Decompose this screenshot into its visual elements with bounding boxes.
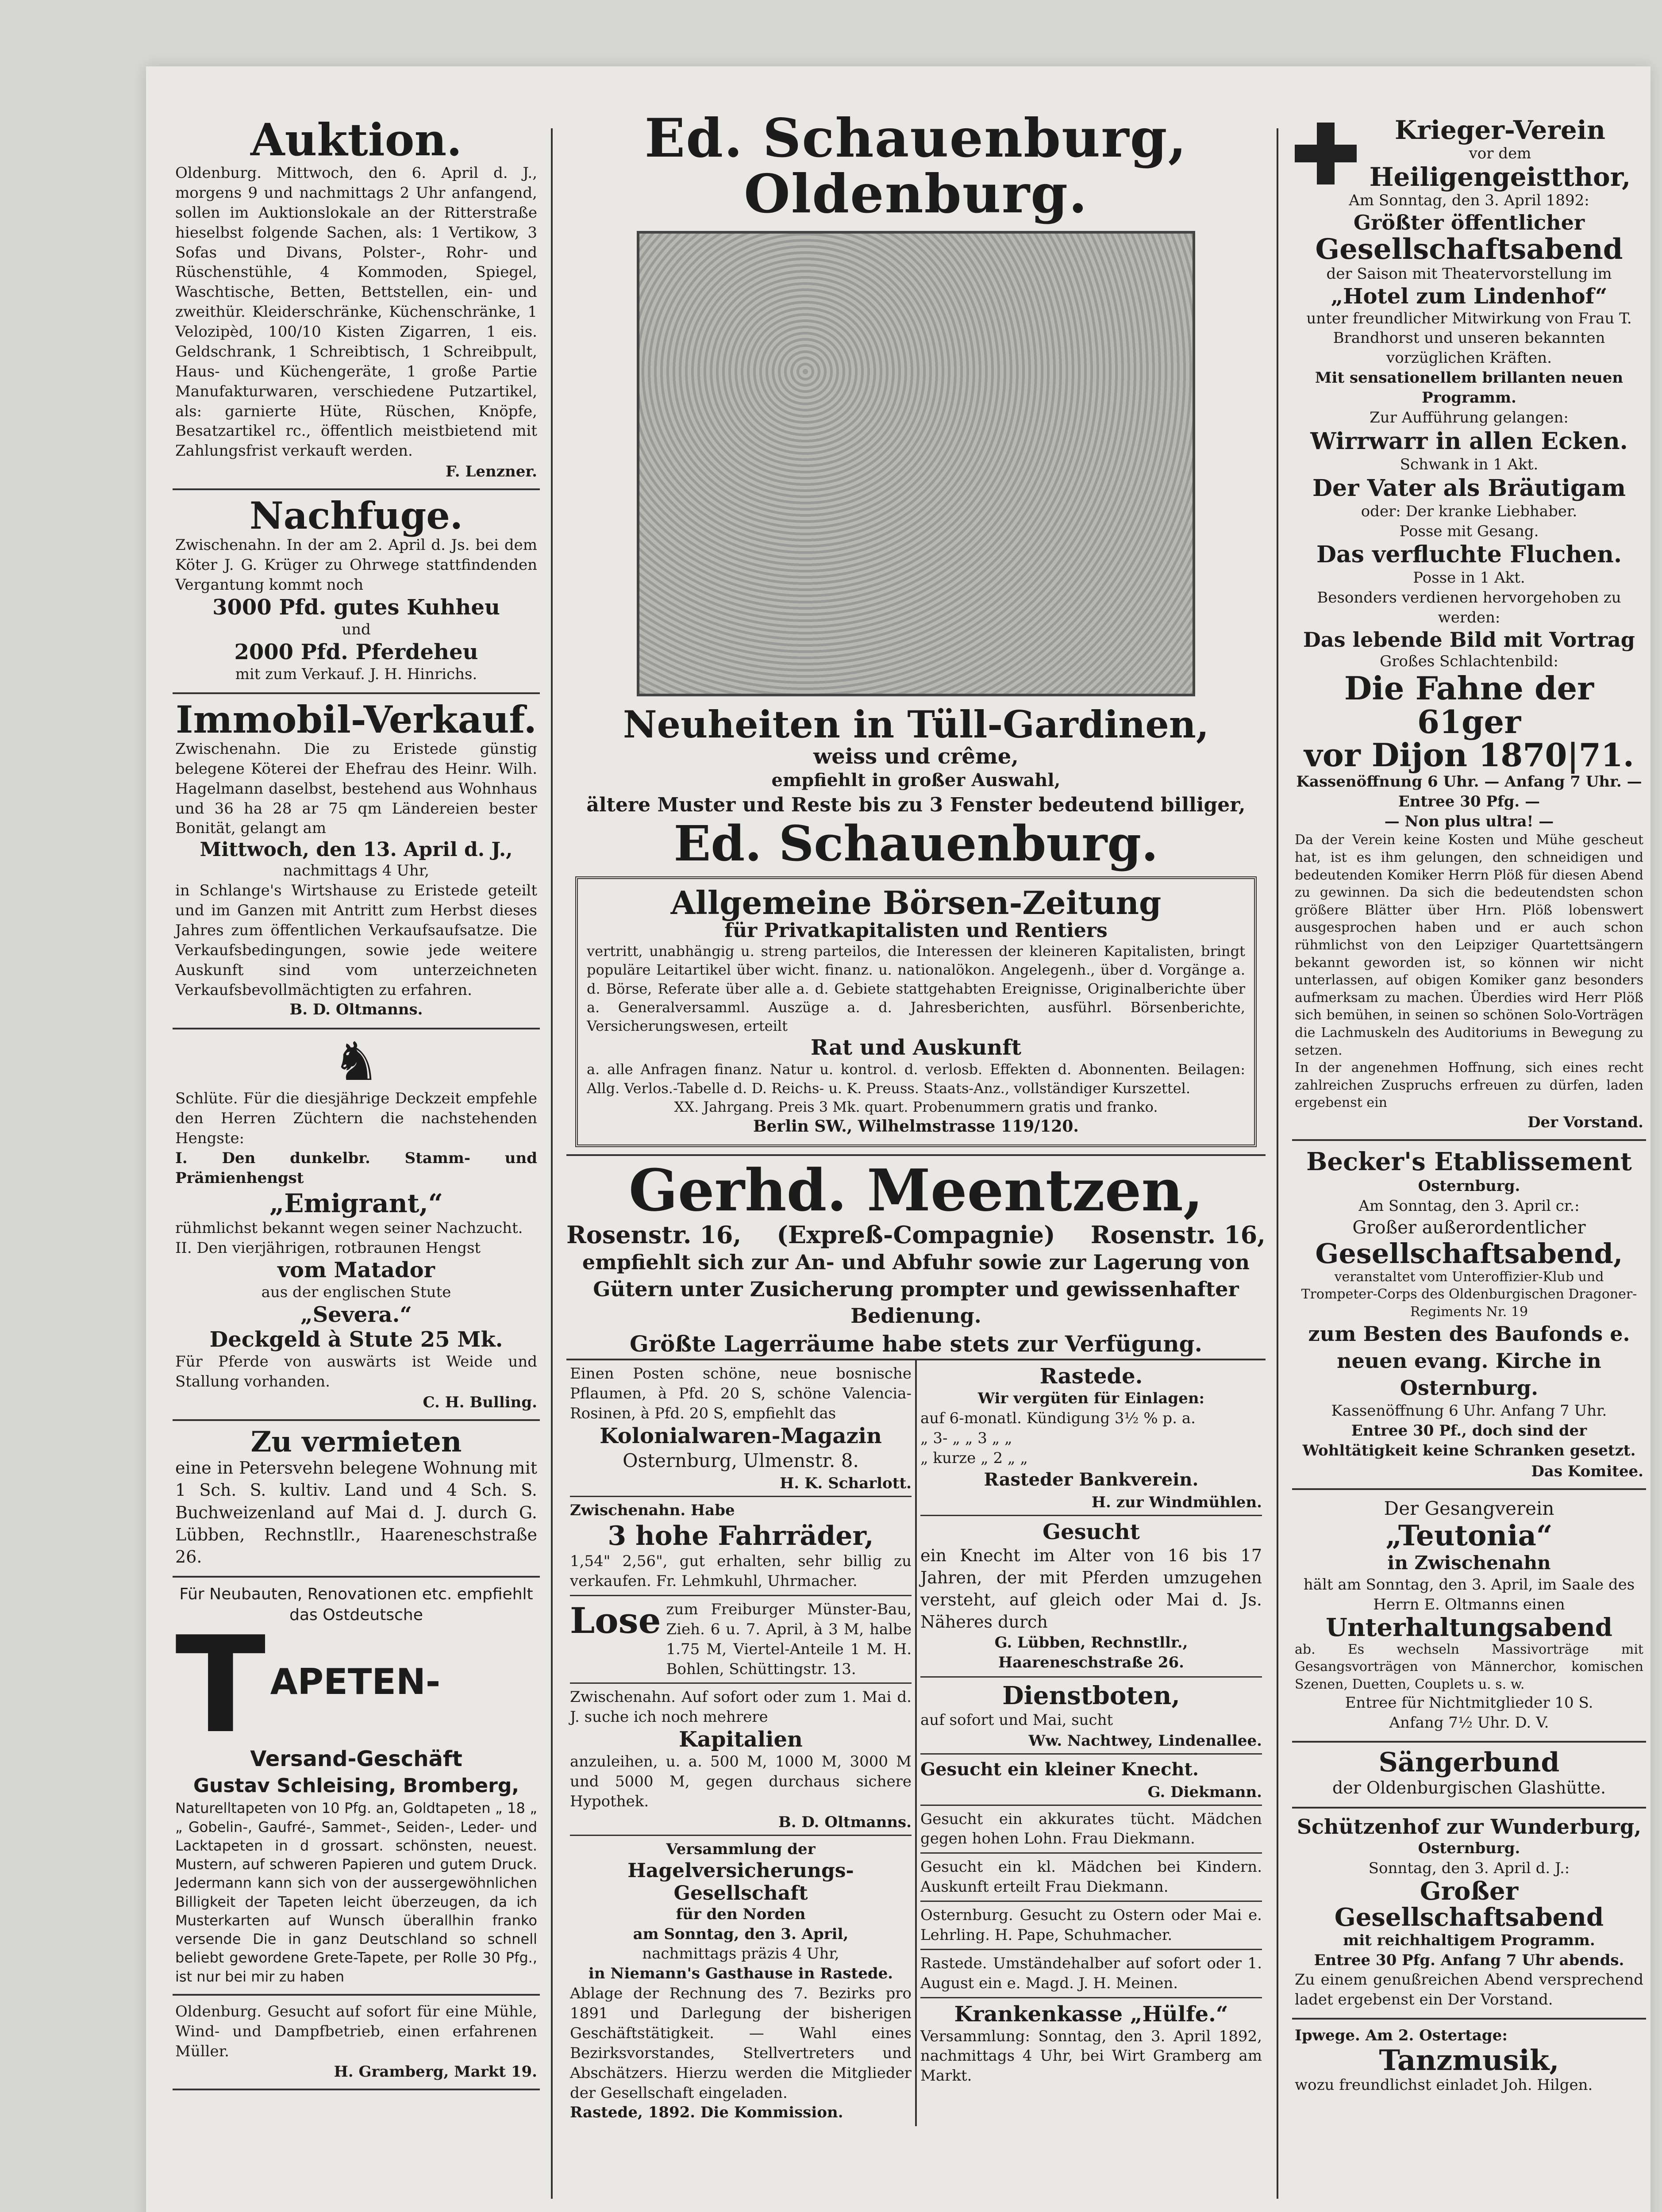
ad-line: 2000 Pfd. Pferdeheu xyxy=(234,639,478,664)
ad-line: auf sofort und Mai, sucht xyxy=(920,1711,1113,1729)
ad-text: Entree 30 Pf., doch sind der Wohltätigkeit keine Schranken gesetzt. xyxy=(1302,1422,1636,1460)
ad-address: Berlin SW., Wilhelmstrasse 119/120. xyxy=(753,1117,1079,1136)
ad-line: Entree für Nichtmitglieder 10 S. xyxy=(1345,1694,1593,1712)
lace-curtain-image xyxy=(637,231,1195,696)
ad-title: „Teutonia“ xyxy=(1385,1519,1553,1552)
iron-cross-icon xyxy=(1295,123,1357,184)
ad-title: Heiligengeistthor, xyxy=(1369,161,1631,192)
ad-line: Posse in 1 Akt. xyxy=(1413,569,1525,587)
ad-text: vertritt, unabhängig u. streng parteilos, die Interessen der kleineren Kapitalisten, bringt populäre Leitartikel über wicht. finanz. u. nationalökon. Angelegenh., über d. Vorgänge a. d. Börse, Referate über alle a. d. Gebiete stattgehabten Ereignisse, Originalberichte über a. Generalversamml. Auszüge a. d. Jahresberichten, ausführl. Börsenberichte, Versicherungswesen, erteilt xyxy=(587,943,1245,1035)
ad-line: „ kurze „ 2 „ „ xyxy=(920,1449,1028,1467)
ad-text: Oldenburg. Mittwoch, den 6. April d. J., morgens 9 und nachmittags 2 Uhr anfangend, sollen im Auktionslokale an der Ritterstraße hieselbst folgende Sachen, als: 1 Vertikow, 3 Sofas und Divans, Polster-, Rohr- und Rüschenstühle, 4 Kommoden, Spiegel, Waschtische, Betten, Bettstellen, ein- und zweithür. Kleiderschränke, Küchenschränke, 1 Velozipèd, 100/10 Kisten Zigarren, 1 eis. Geldschrank, 1 Schreibtisch, 1 Schreibpult, Haus- und Küchengeräte, 1 große Partie Manufakturwaren, verschiedene Putzartikel, als: garnierte Hüte, Rüschen, Knöpfe, Besatzartikel rc., öffentlich meistbietend mit Zahlungsfrist verkauft werden. xyxy=(175,164,537,460)
ad-line: Schwank in 1 Akt. xyxy=(1400,455,1539,473)
ad-auktion xyxy=(173,111,540,490)
ad-line: Rat und Auskunft xyxy=(810,1035,1022,1060)
ad-line: oder: Der kranke Liebhaber. xyxy=(1361,502,1577,520)
ad-line: Das verfluchte Fluchen. xyxy=(1316,541,1622,568)
ad-line: Versammlung der xyxy=(666,1840,816,1858)
ad-line: in Zwischenahn xyxy=(1387,1551,1551,1574)
address-right: Rosenstr. 16, xyxy=(1090,1221,1266,1249)
ad-time: nachmittags 4 Uhr, xyxy=(283,862,430,880)
ad-text: Zwischenahn. In der am 2. April d. Js. bei dem Köter J. G. Krüger zu Ohrwege stattfindenden Vergantung kommt noch xyxy=(175,536,537,594)
ad-schuetzenhof xyxy=(1292,1809,1646,2020)
ad-line: Großes Schlachtenbild: xyxy=(1380,653,1558,671)
ad-text: 1,54" 2,56", gut erhalten, sehr billig zu verkaufen. Fr. Lehmkuhl, Uhrmacher. xyxy=(570,1552,912,1590)
ad-firm: Gustav Schleising, Bromberg, xyxy=(193,1774,519,1797)
ad-text: unter freundlicher Mitwirkung von Frau T. Brandhorst und unseren bekannten vorzüglichen Kräften. xyxy=(1306,309,1632,367)
ad-tapeten xyxy=(173,1578,540,1996)
ad-signature: F. Lenzner. xyxy=(446,463,537,481)
ad-title: Sängerbund xyxy=(1378,1747,1560,1778)
ad-line: in Niemann's Gasthause in Rastede. xyxy=(588,1965,893,1983)
ad-line: „Hotel zum Lindenhof“ xyxy=(1331,284,1608,309)
tapeten-initial: T xyxy=(175,1626,266,1745)
ad-title: Nachfuge. xyxy=(249,494,463,538)
ad-title: APETEN- xyxy=(270,1661,441,1702)
ad-signature: H. K. Scharlott. xyxy=(780,1475,912,1493)
tapeten-title xyxy=(175,1626,537,1745)
ad-text: Naturelltapeten von 10 Pfg. an, Goldtapeten „ 18 „ „ Gobelin-, Gaufré-, Sammet-, Seiden-, Leder- und Lacktapeten in d grossart. schönsten, neuest. Mustern, auf schweren Papieren und gutem Druck. Jedermann kann sich von der aussergewöhnlichen Billigkeit der Tapeten leicht überzeugen, da ich Musterkarten auf Wunsch überallhin franko versende Die in ganz Deutschland so schnell beliebt gewordene Grete-Tapete, per Rolle 30 Pfg., ist nur bei mir zu haben xyxy=(175,1800,537,1985)
ad-line: Kassenöffnung 6 Uhr. — Anfang 7 Uhr. — Entree 30 Pfg. — xyxy=(1296,772,1642,810)
ad-text: veranstaltet vom Unteroffizier-Klub und Trompeter-Corps des Oldenburgischen Dragoner-Regiments Nr. 19 xyxy=(1301,1269,1637,1320)
ad-line: Posse mit Gesang. xyxy=(1399,522,1539,540)
ad-line: ältere Muster und Reste bis zu 3 Fenster bedeutend billiger, xyxy=(586,793,1246,816)
ad-line: Zur Aufführung gelangen: xyxy=(1370,408,1569,426)
ad-title: Gesellschaftsabend, xyxy=(1315,1237,1623,1270)
ad-line: empfiehlt in großer Auswahl, xyxy=(771,770,1061,791)
ad-sub: für Privatkapitalisten und Rentiers xyxy=(724,919,1108,942)
ad-text: Osternburg. Gesucht zu Ostern oder Mai e. Lehrling. H. Pape, Schuhmacher. xyxy=(920,1906,1262,1944)
newspaper-page xyxy=(146,66,1650,2212)
ad-text: rühmlichst bekannt wegen seiner Nachzucht. xyxy=(175,1219,523,1237)
header-schauenburg: Ed. Schauenburg, Oldenburg. xyxy=(644,107,1188,225)
ad-title: Kapitalien xyxy=(679,1727,803,1752)
address-middle: (Expreß-Compagnie) xyxy=(777,1221,1055,1249)
ad-line: Am Sonntag, den 3. April 1892: xyxy=(1349,191,1589,209)
ad-line: Osternburg, Ulmenstr. 8. xyxy=(623,1449,859,1471)
ad-line: der Oldenburgischen Glashütte. xyxy=(1332,1778,1606,1798)
ad-name: „Emigrant,“ xyxy=(269,1188,443,1218)
ad-teutonia xyxy=(1292,1490,1646,1743)
ad-text: In der angenehmen Hoffnung, sich eines recht zahlreichen Zuspruchs erfreuen zu dürfen, laden ergebenst ein xyxy=(1295,1060,1643,1111)
ad-text: Gesucht ein akkurates tücht. Mädchen gegen hohen Lohn. Frau Diekmann. xyxy=(920,1810,1262,1848)
ad-title: Krankenkasse „Hülfe.“ xyxy=(954,2001,1228,2027)
ad-text: hält am Sonntag, den 3. April, im Saale des Herrn E. Oltmanns einen xyxy=(1303,1576,1635,1614)
ad-line: nachmittags präzis 4 Uhr, xyxy=(642,1945,839,1963)
ad-text: Rastede. Umständehalber auf sofort oder 1. August ein e. Magd. J. H. Meinen. xyxy=(920,1954,1262,1992)
ad-line: Sonntag, den 3. April d. J.: xyxy=(1368,1859,1570,1878)
ad-text: anzuleihen, u. a. 500 M, 1000 M, 3000 M und 5000 M, gegen durchaus sichere Hypothek. xyxy=(570,1753,912,1810)
ad-signature: B. D. Oltmanns. xyxy=(778,1813,912,1831)
ad-text: ein Knecht im Alter von 16 bis 17 Jahren, der mit Pferden umzugehen versteht, auf gleich oder Mai d. Js. Näheres durch xyxy=(920,1545,1262,1632)
ad-line: Osternburg. xyxy=(1418,1177,1520,1195)
ad-nachfuge xyxy=(173,490,540,694)
ad-title: Rastede. xyxy=(1039,1364,1143,1389)
ad-line: XX. Jahrgang. Preis 3 Mk. quart. Probenummern gratis und franko. xyxy=(674,1098,1158,1115)
ad-line: der Saison mit Theatervorstellung im xyxy=(1326,265,1612,283)
ad-line: Osternburg. xyxy=(1418,1839,1520,1858)
ad-mueller xyxy=(173,1996,540,2091)
ad-vermieten xyxy=(173,1421,540,1578)
ad-line: Kassenöffnung 6 Uhr. Anfang 7 Uhr. xyxy=(1331,1402,1607,1420)
ad-saengerbund xyxy=(1292,1743,1646,1809)
ad-text: zum Freiburger Münster-Bau, Zieh. 6 u. 7. April, à 3 M, halbe 1.75 M, Viertel-Anteile 1 M. H. Bohlen, Schüttingstr. 13. xyxy=(666,1600,912,1678)
ad-signature: G. Lübben, Rechnstllr., Haareneschstraße 26. xyxy=(994,1634,1188,1671)
ad-text: Mit sensationellem brillanten neuen Programm. xyxy=(1315,369,1624,407)
column-left xyxy=(173,111,540,2090)
two-column-ads xyxy=(566,1359,1266,2126)
ad-title: Krieger-Verein xyxy=(1394,115,1605,145)
ad-title: Schützenhof zur Wunderburg, xyxy=(1297,1815,1642,1839)
ad-hengst xyxy=(173,1029,540,1421)
ad-meentzen xyxy=(566,1154,1266,1359)
ad-name: „Severa.“ xyxy=(300,1302,412,1328)
ad-text: aus der englischen Stute xyxy=(261,1283,451,1302)
ad-title: Unterhaltungsabend xyxy=(1326,1613,1612,1642)
ad-text: Zwischenahn. Auf sofort oder zum 1. Mai d. J. suche ich noch mehrere xyxy=(570,1688,912,1726)
ad-date: Mittwoch, den 13. April d. J., xyxy=(200,838,513,861)
ad-text: zum Besten des Baufonds e. neuen evang. Kirche in Osternburg. xyxy=(1308,1322,1630,1400)
ad-text: a. alle Anfragen finanz. Natur u. kontrol. d. verlosb. Effekten d. Abonnenten. Beilagen: Allg. Verlos.-Tabelle d. D. Reichs- u. K. Preuss. Staats-Anz., vollständiger Kurszettel. xyxy=(587,1061,1245,1097)
ad-text: Zwischenahn. Die zu Eristede günstig belegene Köterei der Ehefrau des Heinr. Wilh. Hagelmann daselbst, bestehend aus Wohnhaus und 36 ha 28 ar 75 qm Ländereien bester Bonität, gelangt am xyxy=(175,740,537,837)
ad-title: Die Fahne der 61ger xyxy=(1344,669,1594,741)
ad-boerse xyxy=(575,876,1257,1147)
ad-text: eine in Petersvehn belegene Wohnung mit 1 Sch. S. kultiv. Land und 4 Sch. S. Buchweizenland auf Mai d. J. durch G. Lübben, Rechnstllr., Haareneschstraße 26. xyxy=(175,1458,537,1567)
ad-signature: G. Diekmann. xyxy=(1147,1783,1262,1801)
ad-signature: Das Komitee. xyxy=(1531,1463,1643,1481)
ad-text: Versammlung: Sonntag, den 3. April 1892, nachmittags 4 Uhr, bei Wirt Gramberg am Markt. xyxy=(920,2027,1262,2085)
ad-line: für den Norden xyxy=(676,1905,806,1923)
ad-title: Dienstboten, xyxy=(1002,1681,1180,1710)
ad-title: Auktion. xyxy=(250,114,462,166)
ad-signature: Rastede, 1892. Die Kommission. xyxy=(570,2104,843,2122)
column-divider xyxy=(1277,128,1278,2199)
ad-line: Ipwege. Am 2. Ostertage: xyxy=(1295,2027,1508,2045)
ad-text: Oldenburg. Gesucht auf sofort für eine Mühle, Wind- und Dampfbetrieb, einen erfahrenen Müller. xyxy=(175,2002,537,2060)
ad-line: mit reichhaltigem Programm. xyxy=(1343,1931,1595,1949)
ad-title: Lose xyxy=(570,1599,661,1641)
ad-line: vor dem xyxy=(1469,144,1531,162)
ad-line: Wir vergüten für Einlagen: xyxy=(977,1390,1205,1408)
ad-text: empfiehlt sich zur An- und Abfuhr sowie zur Lagerung von Gütern unter Zusicherung prompter und gewissenhafter Bedienung. xyxy=(582,1250,1250,1328)
ad-signature: mit zum Verkauf. J. H. Hinrichs. xyxy=(235,665,477,683)
ad-name: vom Matador xyxy=(277,1258,435,1283)
ad-title: Immobil-Verkauf. xyxy=(176,697,537,741)
ad-line: Das lebende Bild mit Vortrag xyxy=(1303,628,1635,652)
ad-line: Großer außerordentlicher xyxy=(1352,1217,1586,1238)
ad-title: Becker's Etablissement xyxy=(1306,1147,1632,1176)
ad-text: in Schlange's Wirtshause zu Eristede geteilt und im Ganzen mit Antritt zum Herbst dieses Jahres zum öffentlichen Verkaufsaufsatze. Die Verkaufsbedingungen, sowie jede weitere Auskunft sind vom unterzeichneten Verkaufsbevollmächtigten zu erfahren. xyxy=(175,882,537,999)
horse-icon: ♞ xyxy=(332,1031,380,1093)
ad-line: Rasteder Bankverein. xyxy=(984,1469,1199,1490)
ad-signature: C. H. Bulling. xyxy=(423,1394,537,1411)
ad-signature: Der Vorstand. xyxy=(1527,1113,1643,1131)
ad-title: vor Dijon 1870|71. xyxy=(1304,736,1634,774)
ad-becker xyxy=(1292,1141,1646,1490)
ad-title: Gerhd. Meentzen, xyxy=(628,1156,1204,1224)
ad-title: Hagelversicherungs-Gesellschaft xyxy=(627,1859,854,1905)
ad-line: und xyxy=(342,620,371,638)
ad-text: ab. Es wechseln Massivorträge mit Gesangsvorträgen von Männerchor, komischen Szenen, Duetten, Couplets u. s. w. xyxy=(1295,1641,1643,1692)
ad-title: Großer Gesellschaftsabend xyxy=(1334,1877,1604,1932)
ad-title: Gesucht xyxy=(1043,1519,1140,1544)
ad-line: Gesucht ein kleiner Knecht. xyxy=(920,1759,1199,1780)
ad-title: Gesellschaftsabend xyxy=(1315,232,1623,266)
ad-text: Schlüte. Für die diesjährige Deckzeit empfehle den Herren Züchtern die nachstehenden Hengste: xyxy=(175,1090,537,1147)
subcolumn-right xyxy=(917,1360,1266,2126)
ad-title: Allgemeine Börsen-Zeitung xyxy=(670,883,1162,922)
ad-line: Entree 30 Pfg. Anfang 7 Uhr abends. xyxy=(1314,1951,1624,1969)
column-right xyxy=(1292,111,1646,2103)
ad-line: 3000 Pfd. gutes Kuhheu xyxy=(212,595,500,620)
ad-lose xyxy=(570,1600,912,1679)
address-left: Rosenstr. 16, xyxy=(566,1221,742,1249)
ad-text: Gesucht ein kl. Mädchen bei Kindern. Auskunft erteilt Frau Diekmann. xyxy=(920,1858,1262,1896)
ad-krieger-verein xyxy=(1292,111,1646,1141)
ad-text: Für Pferde von auswärts ist Weide und Stallung vorhanden. xyxy=(175,1353,537,1391)
ad-signature: H. zur Windmühlen. xyxy=(1091,1493,1262,1511)
ad-signature: H. Gramberg, Markt 19. xyxy=(334,2063,537,2081)
krieger-header xyxy=(1295,117,1643,191)
ad-text: Da der Verein keine Kosten und Mühe gescheut hat, ist es ihm gelungen, den schneidigen und bedeutenden Komiker Herrn Plöß für diesen Abend zu gewinnen. Da sich die bedeutendsten schon größere Blätter über Hrn. Plöß lobenswert ausgesprochen haben und er auch schon rühmlichst von den Leipziger Quartettsängern bekannt geworden ist, so können wir nicht unterlassen, auf obigen Komiker ganz besonders aufmerksam zu machen. Überdies wird Herr Plöß sich bemühen, in seinen so schönen Solo-Vorträgen die Lachmuskeln des Auditoriums in Bewegung zu setzen. xyxy=(1295,832,1643,1058)
ad-title: Neuheiten in Tüll-Gardinen, xyxy=(623,703,1209,746)
ad-line: Größte Lagerräume habe stets zur Verfügung. xyxy=(630,1331,1202,1357)
ad-line: weiss und crême, xyxy=(813,744,1019,769)
ad-line: auf 6-monatl. Kündigung 3½ % p. a. xyxy=(920,1409,1196,1428)
ad-line: „ 3- „ „ 3 „ „ xyxy=(920,1429,1012,1447)
ad-line: Wirrwarr in allen Ecken. xyxy=(1310,427,1628,455)
ad-line: — Non plus ultra! — xyxy=(1384,812,1554,830)
ad-signature: Ww. Nachtwey, Lindenallee. xyxy=(1028,1732,1262,1750)
column-center xyxy=(566,107,1266,2126)
ad-text: I. Den dunkelbr. Stamm- und Prämienhengst xyxy=(175,1149,537,1187)
ad-immobil xyxy=(173,694,540,1030)
ad-line: wozu freundlichst einladet Joh. Hilgen. xyxy=(1295,2076,1593,2094)
ad-fee: Deckgeld à Stute 25 Mk. xyxy=(209,1327,503,1352)
ad-text: Einen Posten schöne, neue bosnische Pflaumen, à Pfd. 20 S, schöne Valencia-Rosinen, à Pfd. 20 S, empfiehlt das xyxy=(570,1365,912,1422)
address-row xyxy=(566,1221,1266,1249)
ad-text: Ablage der Rechnung des 7. Bezirks pro 1891 und Darlegung der bisherigen Geschäftstätigkeit. — Wahl eines Bezirksvorstandes, Stellvertreters und Abschätzers. Hierzu werden die Mitglieder der Gesellschaft eingeladen. xyxy=(570,1985,912,2102)
subcolumn-left xyxy=(566,1360,917,2126)
ad-line: Der Vater als Bräutigam xyxy=(1312,474,1626,502)
ad-line: Am Sonntag, den 3. April cr.: xyxy=(1358,1197,1580,1215)
krieger-title xyxy=(1357,117,1643,191)
ad-title: Tanzmusik, xyxy=(1379,2044,1559,2078)
ad-line: Besonders verdienen hervorgehoben zu werden: xyxy=(1317,589,1621,627)
ad-line: Der Gesangverein xyxy=(1384,1498,1554,1520)
ad-text: Zwischenahn. Habe xyxy=(570,1502,735,1520)
ad-title: Kolonialwaren-Magazin xyxy=(600,1423,882,1448)
ad-line: Anfang 7½ Uhr. D. V. xyxy=(1389,1714,1549,1732)
ad-ipwege xyxy=(1292,2020,1646,2103)
ad-text: Zu einem genußreichen Abend versprechend ladet ergebenst ein Der Vorstand. xyxy=(1295,1971,1643,2009)
column-divider xyxy=(551,128,553,2199)
ad-signature: B. D. Oltmanns. xyxy=(289,1001,423,1019)
ad-line: am Sonntag, den 3. April, xyxy=(633,1925,849,1943)
ad-line: Größter öffentlicher xyxy=(1353,210,1585,234)
ad-sub: Versand-Geschäft xyxy=(250,1747,462,1771)
ad-title: Zu vermieten xyxy=(250,1425,462,1459)
ad-text: II. Den vierjährigen, rotbraunen Hengst xyxy=(175,1239,481,1257)
ad-text: Für Neubauten, Renovationen etc. empfiehlt das Ostdeutsche xyxy=(179,1585,533,1624)
ad-title: 3 hohe Fahrräder, xyxy=(608,1521,874,1552)
ad-firm: Ed. Schauenburg. xyxy=(673,815,1158,872)
